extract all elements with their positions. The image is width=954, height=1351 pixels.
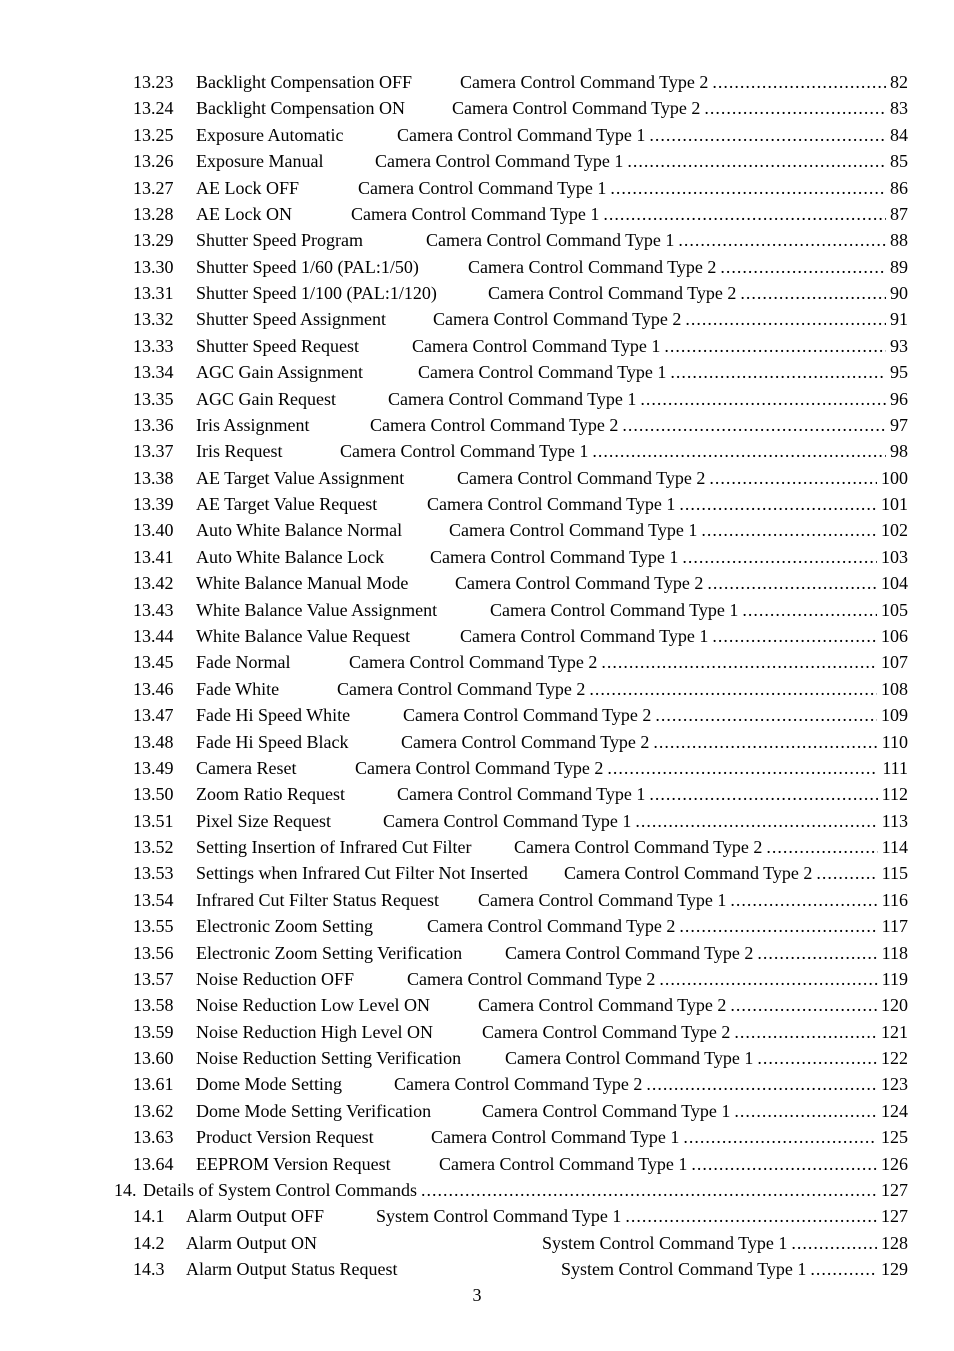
toc-entry-number: 13.41: [133, 546, 174, 567]
toc-entry-page: 116: [881, 889, 908, 910]
toc-entry-page: 87: [890, 203, 908, 224]
toc-entry-command-type: Camera Control Command Type 2: [482, 1021, 731, 1042]
toc-entry-command-type: System Control Command Type 1: [542, 1232, 788, 1253]
dot-leader: [685, 308, 886, 330]
toc-entry-command-type: Camera Control Command Type 2: [478, 995, 727, 1016]
toc-entry-page: 93: [890, 335, 908, 356]
toc-entry-number: 13.61: [133, 1074, 174, 1095]
toc-entry[interactable]: [133, 203, 908, 225]
toc-entry[interactable]: [133, 704, 908, 726]
toc-entry-title: AE Lock ON: [196, 203, 292, 224]
toc-entry-page: 102: [881, 520, 908, 541]
toc-entry-number: 13.23: [133, 72, 174, 92]
toc-entry-number: 13.44: [133, 625, 174, 646]
toc-entry-title: Shutter Speed 1/100 (PAL:1/120): [196, 283, 437, 304]
toc-entry-number: 13.50: [133, 784, 174, 805]
toc-entry-command-type: System Control Command Type 1: [561, 1259, 807, 1280]
toc-entry-number: 13.57: [133, 968, 174, 989]
page-number-footer: 3: [472, 1285, 482, 1305]
toc-entry-command-type: Camera Control Command Type 1: [340, 441, 589, 462]
toc-entry-title: Camera Reset: [196, 757, 297, 778]
toc-entry-title: Alarm Output ON: [186, 1232, 317, 1253]
toc-entry-command-type: Camera Control Command Type 1: [351, 203, 600, 224]
dot-leader: [589, 678, 877, 700]
toc-entry-number: 14.1: [133, 1206, 165, 1227]
toc-entry-command-type: Camera Control Command Type 2: [337, 678, 586, 699]
toc-entry-page: 97: [890, 414, 908, 435]
dot-leader: [712, 625, 877, 647]
toc-entry[interactable]: [133, 1073, 908, 1095]
toc-entry-page: 120: [881, 995, 908, 1016]
toc-entry-command-type: Camera Control Command Type 2: [460, 72, 709, 92]
dot-leader: [603, 203, 886, 225]
dot-leader: [712, 71, 886, 93]
toc-entry[interactable]: [133, 414, 908, 436]
toc-entry-title: Fade Normal: [196, 652, 291, 673]
toc-entry-page: 104: [881, 573, 908, 594]
toc-entry[interactable]: [133, 229, 908, 251]
toc-entry-page: 84: [890, 124, 908, 145]
toc-entry[interactable]: [133, 731, 908, 753]
toc-entry[interactable]: [133, 335, 908, 357]
toc-entry-command-type: Camera Control Command Type 2: [505, 942, 754, 963]
toc-entry-page: 98: [890, 441, 908, 462]
dot-leader: [701, 519, 877, 541]
toc-entry-command-type: Camera Control Command Type 1: [482, 1100, 731, 1121]
dot-leader: [730, 994, 877, 1016]
toc-entry-number: 13.28: [133, 203, 174, 224]
toc-entry-number: 13.46: [133, 678, 174, 699]
toc-entry-number: 13.59: [133, 1021, 174, 1042]
dot-leader: [730, 889, 877, 911]
toc-entry-page: 96: [890, 388, 908, 409]
toc-entry-command-type: Camera Control Command Type 1: [358, 177, 607, 198]
toc-entry-page: 100: [881, 467, 908, 488]
toc-entry-page: 95: [890, 362, 908, 383]
dot-leader: [640, 388, 886, 410]
toc-entry[interactable]: [114, 1179, 908, 1201]
toc-entry-command-type: Camera Control Command Type 1: [397, 784, 646, 805]
toc-entry-title: Noise Reduction Setting Verification: [196, 1048, 462, 1069]
toc-entry[interactable]: [133, 572, 908, 594]
dot-leader: [816, 862, 877, 884]
toc-entry-title: White Balance Value Assignment: [196, 599, 438, 620]
toc-entry-page: 101: [881, 494, 908, 515]
toc-entry-title: Settings when Infrared Cut Filter Not Inserted: [196, 863, 528, 884]
toc-entry-command-type: Camera Control Command Type 2: [514, 837, 763, 858]
toc-entry-number: 13.52: [133, 837, 174, 858]
toc-entry-page: 109: [881, 705, 908, 726]
toc-entry[interactable]: [133, 783, 908, 805]
toc-entry-number: 13.51: [133, 810, 174, 831]
toc-entry[interactable]: [133, 625, 908, 647]
toc-entry[interactable]: [133, 546, 908, 568]
dot-leader: [734, 1100, 877, 1122]
dot-leader: [740, 282, 886, 304]
toc-entry-title: Setting Insertion of Infrared Cut Filter: [196, 837, 472, 858]
toc-entry-title: Backlight Compensation OFF: [196, 72, 412, 92]
toc-entry[interactable]: [133, 757, 908, 779]
toc-entry-number: 13.35: [133, 388, 174, 409]
toc-entry-page: 124: [881, 1100, 908, 1121]
toc-entry[interactable]: [133, 519, 908, 541]
toc-entry[interactable]: [133, 71, 908, 93]
toc-entry-number: 13.42: [133, 573, 174, 594]
toc-entry-page: 123: [881, 1074, 908, 1095]
toc-entry-number: 14.2: [133, 1232, 165, 1253]
toc-entry-number: 13.58: [133, 995, 174, 1016]
toc-entry[interactable]: [133, 1047, 908, 1069]
toc-entry-title: Alarm Output Status Request: [186, 1259, 398, 1280]
toc-entry-title: Noise Reduction Low Level ON: [196, 995, 430, 1016]
toc-entry-command-type: Camera Control Command Type 2: [452, 98, 701, 119]
toc-entry-command-type: Camera Control Command Type 1: [505, 1048, 754, 1069]
toc-entry-number: 13.45: [133, 652, 174, 673]
toc-entry-page: 90: [890, 283, 908, 304]
toc-entry-title: Fade Hi Speed White: [196, 705, 351, 726]
dot-leader: [707, 572, 877, 594]
toc-entry[interactable]: [133, 599, 908, 621]
toc-entry-number: 13.26: [133, 151, 174, 172]
toc-entry-page: 128: [881, 1232, 908, 1253]
toc-entry[interactable]: [133, 994, 908, 1016]
dot-leader: [682, 546, 877, 568]
toc-entry-title: AE Target Value Request: [196, 494, 378, 515]
dot-leader: [627, 150, 886, 172]
toc-entry-page: 103: [881, 546, 908, 567]
toc-entry-number: 13.40: [133, 520, 174, 541]
toc-entry[interactable]: [133, 467, 908, 489]
dot-leader: [678, 229, 886, 251]
toc-entry-title: Noise Reduction High Level ON: [196, 1021, 433, 1042]
toc-entry[interactable]: [133, 836, 908, 858]
toc-entry-title: Pixel Size Request: [196, 810, 331, 831]
dot-leader: [679, 915, 877, 937]
toc-entry-title: Iris Request: [196, 441, 283, 462]
toc-entry-title: Shutter Speed Request: [196, 335, 359, 356]
toc-entry[interactable]: [133, 862, 908, 884]
toc-entry[interactable]: [133, 124, 908, 146]
toc-entry-number: 13.48: [133, 731, 174, 752]
dot-leader: [791, 1232, 877, 1254]
toc-entry-page: 88: [890, 230, 908, 251]
toc-entry-title: Infrared Cut Filter Status Request: [196, 889, 439, 910]
toc-entry-title: Exposure Automatic: [196, 124, 344, 145]
toc-entry-page: 127: [881, 1206, 908, 1227]
toc-entry-number: 14.3: [133, 1259, 165, 1280]
toc-entry-number: 13.49: [133, 757, 174, 778]
toc-entry-number: 13.60: [133, 1048, 174, 1069]
toc-entry[interactable]: [133, 256, 908, 278]
dot-leader: [635, 810, 877, 832]
dot-leader: [757, 1047, 877, 1069]
dot-leader: [607, 757, 878, 779]
toc-entry-command-type: Camera Control Command Type 1: [449, 520, 698, 541]
toc-entry-command-type: Camera Control Command Type 1: [430, 546, 679, 567]
toc-entry[interactable]: [133, 1153, 908, 1175]
toc-entry-command-type: Camera Control Command Type 1: [397, 124, 646, 145]
dot-leader: [679, 493, 877, 515]
toc-entry-page: 108: [881, 678, 908, 699]
toc-entry-title: Shutter Speed 1/60 (PAL:1/50): [196, 256, 419, 277]
dot-leader: [709, 467, 877, 489]
toc-entry-title: AGC Gain Request: [196, 388, 336, 409]
dot-leader: [766, 836, 877, 858]
toc-entry-command-type: Camera Control Command Type 1: [490, 599, 739, 620]
toc-entry-page: 122: [881, 1048, 908, 1069]
toc-entry-page: 125: [881, 1127, 908, 1148]
toc-entry-number: 13.56: [133, 942, 174, 963]
toc-entry-command-type: Camera Control Command Type 1: [412, 335, 661, 356]
toc-entry-page: 118: [881, 942, 908, 963]
dot-leader: [742, 599, 877, 621]
toc-entry-command-type: Camera Control Command Type 1: [439, 1153, 688, 1174]
toc-entry-page: 127: [881, 1179, 908, 1200]
toc-entry[interactable]: [133, 1232, 908, 1254]
toc-entry-number: 13.43: [133, 599, 174, 620]
toc-entry-number: 13.34: [133, 362, 174, 383]
toc-entry-page: 111: [882, 757, 908, 778]
toc-entry-number: 13.36: [133, 414, 174, 435]
toc-entry-number: 13.62: [133, 1100, 174, 1121]
toc-entry-title: Fade Hi Speed Black: [196, 731, 349, 752]
toc-entry-command-type: Camera Control Command Type 2: [401, 731, 650, 752]
toc-entry[interactable]: [133, 968, 908, 990]
toc-entry-command-type: Camera Control Command Type 2: [355, 757, 604, 778]
toc-entry-number: 13.38: [133, 467, 174, 488]
dot-leader: [655, 704, 877, 726]
toc-entry[interactable]: [133, 493, 908, 515]
toc-entry-command-type: Camera Control Command Type 1: [460, 625, 709, 646]
toc-entry-page: 110: [881, 731, 908, 752]
toc-entry-command-type: Camera Control Command Type 2: [349, 652, 598, 673]
toc-entry-title: White Balance Manual Mode: [196, 573, 409, 594]
toc-entry[interactable]: [133, 678, 908, 700]
toc-entry-command-type: Camera Control Command Type 1: [426, 230, 675, 251]
toc-entry-command-type: Camera Control Command Type 2: [403, 705, 652, 726]
toc-entry-number: 13.25: [133, 124, 174, 145]
dot-leader: [683, 1126, 877, 1148]
toc-entry-title: Fade White: [196, 678, 280, 699]
toc-entry-command-type: Camera Control Command Type 1: [375, 151, 624, 172]
dot-leader: [670, 361, 886, 383]
toc-entry-number: 13.31: [133, 283, 174, 304]
toc-entry-title: AE Lock OFF: [196, 177, 299, 198]
toc-entry[interactable]: [133, 1258, 908, 1280]
toc-entry-page: 83: [890, 98, 908, 119]
toc-entry-title: Dome Mode Setting Verification: [196, 1100, 432, 1121]
toc-entry-page: 114: [881, 837, 908, 858]
dot-leader: [810, 1258, 877, 1280]
toc-entry[interactable]: [133, 1205, 908, 1227]
dot-leader: [720, 256, 886, 278]
toc-entry[interactable]: [133, 150, 908, 172]
toc-entry-page: 115: [881, 863, 908, 884]
dot-leader: [601, 651, 877, 673]
toc-entry-title: Exposure Manual: [196, 151, 324, 172]
dot-leader: [649, 124, 886, 146]
toc-entry-page: 129: [881, 1259, 908, 1280]
toc-entry-title: Backlight Compensation ON: [196, 98, 405, 119]
toc-entry-number: 13.54: [133, 889, 174, 910]
toc-entry-command-type: System Control Command Type 1: [376, 1206, 622, 1227]
toc-entry-number: 13.63: [133, 1127, 174, 1148]
toc-entry-number: 13.29: [133, 230, 174, 251]
toc-entry-number: 13.53: [133, 863, 174, 884]
toc-entry[interactable]: [133, 915, 908, 937]
toc-entry-command-type: Camera Control Command Type 2: [488, 283, 737, 304]
toc-entry-title: Auto White Balance Lock: [196, 546, 385, 567]
dot-leader: [659, 968, 877, 990]
dot-leader: [691, 1153, 877, 1175]
toc-entry[interactable]: [133, 1100, 908, 1122]
toc-entry[interactable]: [133, 440, 908, 462]
toc-entry[interactable]: [133, 361, 908, 383]
toc-entry-number: 13.64: [133, 1153, 174, 1174]
toc-entry-page: 117: [881, 916, 908, 937]
toc-entry-page: 91: [890, 309, 908, 330]
dot-leader: [734, 1021, 877, 1043]
toc-entry-command-type: Camera Control Command Type 2: [433, 309, 682, 330]
toc-entry-command-type: Camera Control Command Type 1: [478, 889, 727, 910]
toc-entry[interactable]: [133, 810, 908, 832]
toc-entry-page: 105: [881, 599, 908, 620]
toc-entry[interactable]: [133, 651, 908, 673]
toc-entry-title: Shutter Speed Program: [196, 230, 363, 251]
dot-leader: [664, 335, 886, 357]
toc-entry[interactable]: [133, 282, 908, 304]
dot-leader: [592, 440, 886, 462]
toc-entry-page: 89: [890, 256, 908, 277]
toc-entry-title: White Balance Value Request: [196, 625, 411, 646]
toc-entry-number: 13.33: [133, 335, 174, 356]
toc-entry-command-type: Camera Control Command Type 2: [407, 968, 656, 989]
dot-leader: [757, 942, 877, 964]
toc-entry-title: Zoom Ratio Request: [196, 784, 345, 805]
toc-entry-command-type: Camera Control Command Type 1: [427, 494, 676, 515]
toc-entry-title: Dome Mode Setting: [196, 1074, 342, 1095]
toc-entry-page: 126: [881, 1153, 908, 1174]
toc-entry-command-type: Camera Control Command Type 2: [394, 1074, 643, 1095]
dot-leader: [646, 1073, 877, 1095]
toc-entry[interactable]: [133, 1126, 908, 1148]
toc-entry-number: 13.47: [133, 705, 174, 726]
toc-entry-title: Electronic Zoom Setting Verification: [196, 942, 463, 963]
toc-entry-number: 13.37: [133, 441, 174, 462]
toc-entry-title: Product Version Request: [196, 1127, 374, 1148]
dot-leader: [649, 783, 877, 805]
toc-entry-number: 13.39: [133, 494, 174, 515]
toc-entry-command-type: Camera Control Command Type 2: [468, 256, 717, 277]
dot-leader: [421, 1179, 877, 1201]
toc-entry-number: 13.30: [133, 256, 174, 277]
toc-entry-command-type: Camera Control Command Type 2: [457, 467, 706, 488]
toc-entry-number: 13.32: [133, 309, 174, 330]
toc-entry[interactable]: [133, 308, 908, 330]
toc-entry-number: 13.55: [133, 916, 174, 937]
toc-entry-page: 82: [890, 72, 908, 92]
toc-entry-title: Alarm Output OFF: [186, 1206, 325, 1227]
toc-entry-command-type: Camera Control Command Type 2: [455, 573, 704, 594]
toc-entry-page: 106: [881, 625, 908, 646]
toc-entry[interactable]: [133, 889, 908, 911]
toc-entry[interactable]: [133, 177, 908, 199]
toc-entry-title: Details of System Control Commands: [143, 1179, 417, 1200]
toc-entry-number: 13.24: [133, 98, 174, 119]
dot-leader: [653, 731, 877, 753]
toc-entry-title: Auto White Balance Normal: [196, 520, 403, 541]
toc-entry-command-type: Camera Control Command Type 2: [427, 916, 676, 937]
toc-entry-page: 85: [890, 151, 908, 172]
dot-leader: [622, 414, 886, 436]
toc-entry-title: Iris Assignment: [196, 414, 310, 435]
toc-entry-command-type: Camera Control Command Type 1: [383, 810, 632, 831]
toc-entry-title: Shutter Speed Assignment: [196, 309, 386, 330]
toc-entry-number: 14.: [114, 1179, 137, 1200]
toc-entry-command-type: Camera Control Command Type 2: [564, 863, 813, 884]
toc-entry-page: 107: [881, 652, 908, 673]
toc-entry-page: 121: [881, 1021, 908, 1042]
toc-entry-command-type: Camera Control Command Type 1: [388, 388, 637, 409]
toc-entry-command-type: Camera Control Command Type 1: [418, 362, 667, 383]
toc-entry[interactable]: [133, 942, 908, 964]
toc-entry-page: 112: [881, 784, 908, 805]
toc-entry[interactable]: [133, 97, 908, 119]
toc-entry-page: 86: [890, 177, 908, 198]
toc-entry-number: 13.27: [133, 177, 174, 198]
toc-entry-command-type: Camera Control Command Type 2: [370, 414, 619, 435]
dot-leader: [704, 97, 886, 119]
toc-entry-page: 113: [881, 810, 908, 831]
toc-entry[interactable]: [133, 388, 908, 410]
dot-leader: [625, 1205, 877, 1227]
toc-entry-title: EEPROM Version Request: [196, 1153, 391, 1174]
toc-entry-page: 119: [881, 968, 908, 989]
toc-entry-title: AGC Gain Assignment: [196, 362, 364, 383]
toc-entry[interactable]: [133, 1021, 908, 1043]
toc-entry-title: AE Target Value Assignment: [196, 467, 405, 488]
toc-entry-title: Electronic Zoom Setting: [196, 916, 373, 937]
toc-entry-title: Noise Reduction OFF: [196, 968, 355, 989]
dot-leader: [610, 177, 886, 199]
toc-entry-command-type: Camera Control Command Type 1: [431, 1127, 680, 1148]
